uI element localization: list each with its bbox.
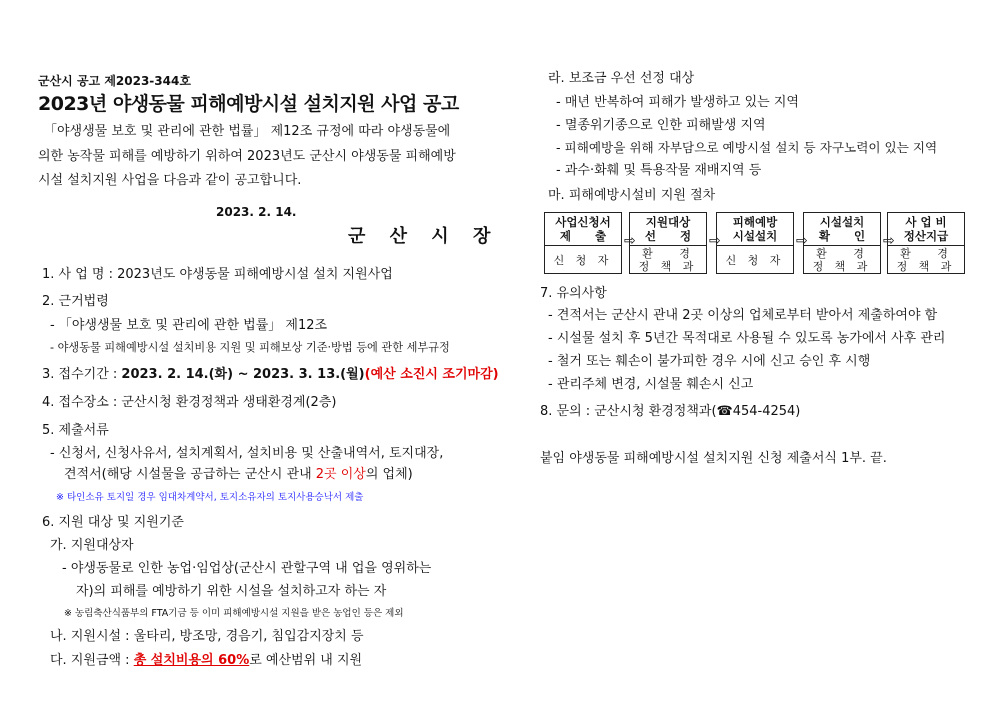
section-3-period: 2023. 2. 14.(화) ~ 2023. 3. 13.(월) [121, 367, 365, 382]
flow-step-1-title-1: 사업신청서 [555, 215, 611, 229]
section-5-heading: 5. 제출서류 [42, 423, 109, 438]
flow-arrow-3: ⇨ [796, 233, 808, 249]
flow-step-2-owner-1: 환 경 [642, 247, 694, 260]
section-5-line-2-c: 의 업체) [365, 467, 413, 482]
section-5-two-or-more: 2곳 이상 [315, 467, 366, 482]
section-7-item-4: - 관리주체 변경, 시설물 훼손시 신고 [548, 377, 754, 392]
section-7-item-2: - 시설물 설치 후 5년간 목적대로 사용될 수 있도록 농가에서 사후 관리 [548, 331, 946, 346]
section-6-heading: 6. 지원 대상 및 지원기준 [42, 515, 184, 530]
intro-line-1: 「야생생물 보호 및 관리에 관한 법률」 제12조 규정에 따라 야생동물에 [44, 124, 451, 139]
section-6-ga-heading: 가. 지원대상자 [50, 538, 134, 553]
section-ra-item-4: - 과수·화훼 및 특용작물 재배지역 등 [556, 163, 762, 178]
section-7-item-1: - 견적서는 군산시 관내 2곳 이상의 업체로부터 받아서 제출하여야 함 [548, 308, 938, 323]
section-3-prefix: 3. 접수기간 : [42, 367, 122, 382]
section-6-ga-line-2: 자)의 피해를 예방하기 위한 시설을 설치하고자 하는 자 [76, 584, 387, 599]
section-6-ga-line-1: - 야생동물로 인한 농업·임업상(군산시 관할구역 내 업을 영위하는 [62, 561, 432, 576]
flow-arrow-4: ⇨ [883, 233, 895, 249]
section-ra-item-1: - 매년 반복하여 피해가 발생하고 있는 지역 [556, 95, 799, 110]
flow-step-3-title-1: 피해예방 [732, 215, 778, 229]
intro-line-3: 시설 설치지원 사업을 다음과 같이 공고합니다. [38, 173, 302, 188]
section-7-heading: 7. 유의사항 [540, 286, 607, 301]
section-3-early-close-note: (예산 소진시 조기마감) [364, 367, 499, 382]
issuer: 군 산 시 장 [348, 226, 500, 247]
page-title: 2023년 야생동물 피해예방시설 설치지원 사업 공고 [38, 93, 459, 115]
flow-step-4 [803, 212, 881, 274]
flow-step-3-title-2: 시설설치 [732, 229, 778, 243]
flow-step-3-owner: 신 청 자 [725, 253, 785, 267]
flow-step-5-title-1: 사 업 비 [905, 215, 947, 229]
flow-step-4-owner-1: 환 경 [816, 247, 868, 260]
intro-line-2: 의한 농작물 피해를 예방하기 위하여 2023년도 군산시 야생동물 피해예방 [38, 149, 456, 164]
flow-step-3 [716, 212, 794, 274]
section-ra-heading: 라. 보조금 우선 선정 대상 [548, 71, 695, 86]
notice-number: 군산시 공고 제2023-344호 [38, 74, 191, 88]
flow-step-2 [629, 212, 707, 274]
flow-step-1 [544, 212, 622, 274]
section-2-heading: 2. 근거법령 [42, 294, 109, 309]
notice-date: 2023. 2. 14. [216, 205, 297, 219]
section-2-item-1: - 「야생생물 보호 및 관리에 관한 법률」 제12조 [50, 318, 328, 333]
attachment-note: 붙임 야생동물 피해예방시설 설치지원 신청 제출서식 1부. 끝. [540, 451, 887, 466]
section-3-reception-period [42, 367, 499, 383]
flow-step-2-title-1: 지원대상 [645, 215, 691, 229]
flow-step-1-title-2: 제 출 [559, 229, 607, 243]
flow-step-5-owner-2: 정 책 과 [896, 260, 956, 273]
section-5-line-1: - 신청서, 신청사유서, 설치계획서, 설치비용 및 산출내역서, 토지대장, [50, 446, 444, 461]
section-6-da-percentage: 총 설치비용의 60% [133, 653, 250, 668]
section-7-item-3: - 철거 또는 훼손이 불가피한 경우 시에 신고 승인 후 시행 [548, 354, 871, 369]
flow-step-5-title-2: 정산지급 [903, 229, 949, 243]
section-2-item-2: - 야생동물 피해예방시설 설치비용 지원 및 피해보상 기준·방법 등에 관한 세부규정 [50, 341, 450, 354]
flow-step-2-owner-2: 정 책 과 [638, 260, 698, 273]
flow-step-5-owner-1: 환 경 [900, 247, 952, 260]
flow-arrow-2: ⇨ [709, 233, 721, 249]
section-6-da-amount [50, 653, 362, 669]
section-6-ga-note: ※ 농림축산식품부의 FTA기금 등 이미 피해예방시설 지원을 받은 농업인 등은 제외 [64, 608, 404, 619]
flow-arrow-1: ⇨ [624, 233, 636, 249]
section-ra-item-2: - 멸종위기종으로 인한 피해발생 지역 [556, 118, 766, 133]
section-5-line-2-a: 견적서(해당 시설물을 공급하는 군산시 관내 [64, 467, 316, 482]
flow-step-4-owner-2: 정 책 과 [812, 260, 872, 273]
section-8-contact: 8. 문의 : 군산시청 환경정책과(☎454-4254) [540, 404, 801, 419]
flow-step-1-owner: 신 청 자 [553, 253, 613, 267]
section-6-na-facilities: 나. 지원시설 : 울타리, 방조망, 경음기, 침입감지장치 등 [50, 629, 364, 644]
flow-step-4-title-2: 확 인 [818, 229, 866, 243]
section-5-note: ※ 타인소유 토지일 경우 임대차계약서, 토지소유자의 토지사용승낙서 제출 [56, 492, 364, 503]
section-5-line-2 [64, 467, 413, 483]
section-6-da-suffix: 로 예산범위 내 지원 [249, 653, 363, 668]
section-4-reception-place: 4. 접수장소 : 군산시청 환경정책과 생태환경계(2층) [42, 395, 337, 410]
section-1-project-name: 1. 사 업 명 : 2023년도 야생동물 피해예방시설 설치 지원사업 [42, 267, 393, 282]
flow-step-2-title-2: 선 정 [644, 229, 692, 243]
flow-step-4-title-1: 시설설치 [819, 215, 865, 229]
flow-step-5 [887, 212, 965, 274]
section-ma-heading: 마. 피해예방시설비 지원 절차 [548, 188, 716, 203]
section-ra-item-3: - 피해예방을 위해 자부담으로 예방시설 설치 등 자구노력이 있는 지역 [556, 140, 938, 155]
section-6-da-prefix: 다. 지원금액 : [50, 653, 134, 668]
